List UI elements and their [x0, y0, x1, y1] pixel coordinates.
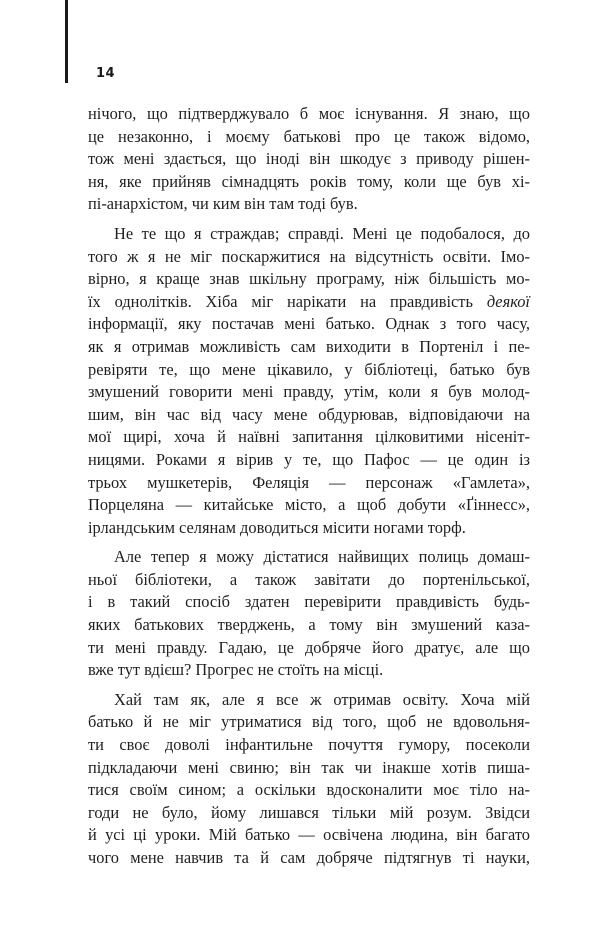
- text-line: змушений говорити мені правду, утім, коли я був молод-: [88, 382, 530, 402]
- text-line: ня, яке прийняв сімнадцять років тому, коли ще був хі-: [88, 171, 530, 191]
- text-line: батько й не міг утриматися від того, щоб не вдовольня-: [88, 712, 530, 732]
- text-line: Хай там як, але я все ж отримав освіту. Хоча мій: [114, 689, 530, 709]
- text-line: ти мені правду. Гадаю, це добряче його дратує, але що: [88, 637, 530, 657]
- text-line: як я отримав можливість сам виходити в Портеніл і пе-: [88, 336, 530, 356]
- text-line: нічого, що підтверджувало б моє існування. Я знаю, що: [88, 104, 530, 123]
- text-line: їх однолітків. Хіба міг нарікати на правдивість деякої: [88, 291, 530, 311]
- body-text: [88, 103, 530, 870]
- text-line: це незаконно, і моєму батькові про це також відомо,: [88, 126, 530, 146]
- text-line: мої щирі, хоча й наївні запитання цілковитими нісеніт-: [88, 427, 530, 447]
- paragraph: [88, 689, 530, 870]
- text-line: годи не було, йому лишався тільки мій розум. Звідси: [88, 802, 530, 822]
- text-line: Не те що я страждав; справді. Мені це подобалося, до: [114, 223, 530, 243]
- text-line: вже тут вдієш? Прогрес не стоїть на місці.: [88, 660, 384, 680]
- text-line: ірландським селянам доводиться місити ногами торф.: [88, 517, 466, 537]
- page-number: 14: [96, 66, 116, 81]
- text-line: тож мені здається, що іноді він шкодує з приводу рішен-: [88, 149, 530, 169]
- text-line: інформації, яку постачав мені батько. Однак з того часу,: [88, 314, 530, 334]
- paragraph: [88, 103, 530, 216]
- text-line: тися своїм сином; а оскільки вдосконалити моє тіло на-: [88, 780, 530, 800]
- text-line: і в такий спосіб здатен перевірити правдивість будь-: [88, 592, 530, 612]
- text-line: Порцеляна — китайське місто, а щоб добути «Ґіннесс»,: [88, 495, 530, 515]
- text-line: ти своє доволі інфантильне почуття гумору, посеколи: [88, 735, 530, 755]
- text-line: того ж я не міг поскаржитися на відсутність освіти. Імо-: [88, 246, 530, 266]
- paragraph: [88, 223, 530, 539]
- text-line: ньої бібліотеки, а також завітати до портенільської,: [88, 569, 530, 589]
- paragraph: [88, 546, 530, 682]
- text-line: яких батькових тверджень, а тому він змушений каза-: [88, 615, 530, 635]
- text-line: шим, він час від часу мене обдурював, відповідаючи на: [88, 404, 530, 424]
- text-line: чого мене навчив та й сам добряче підтягнув ті науки,: [88, 848, 530, 867]
- text-line: ревіряти те, що мене цікавило, у бібліотеці, батько був: [88, 359, 530, 379]
- text-line: вірно, я краще знав шкільну програму, ніж більшість мо-: [88, 269, 530, 289]
- text-line: й усі ці уроки. Мій батько — освічена людина, він багато: [88, 825, 530, 845]
- text-line: підкладаючи мені свиню; він так чи інакше хотів пиша-: [88, 757, 530, 777]
- text-line: пі-анархістом, чи ким він там тоді був.: [88, 194, 358, 214]
- text-line: ницями. Роками я вірив у те, що Пафос — це один із: [88, 449, 530, 469]
- spine-mark: [65, 0, 68, 83]
- text-line: трьох мушкетерів, Феляція — персонаж «Гамлета»,: [88, 472, 530, 492]
- text-line: Але тепер я можу дістатися найвищих полиць домаш-: [114, 547, 530, 567]
